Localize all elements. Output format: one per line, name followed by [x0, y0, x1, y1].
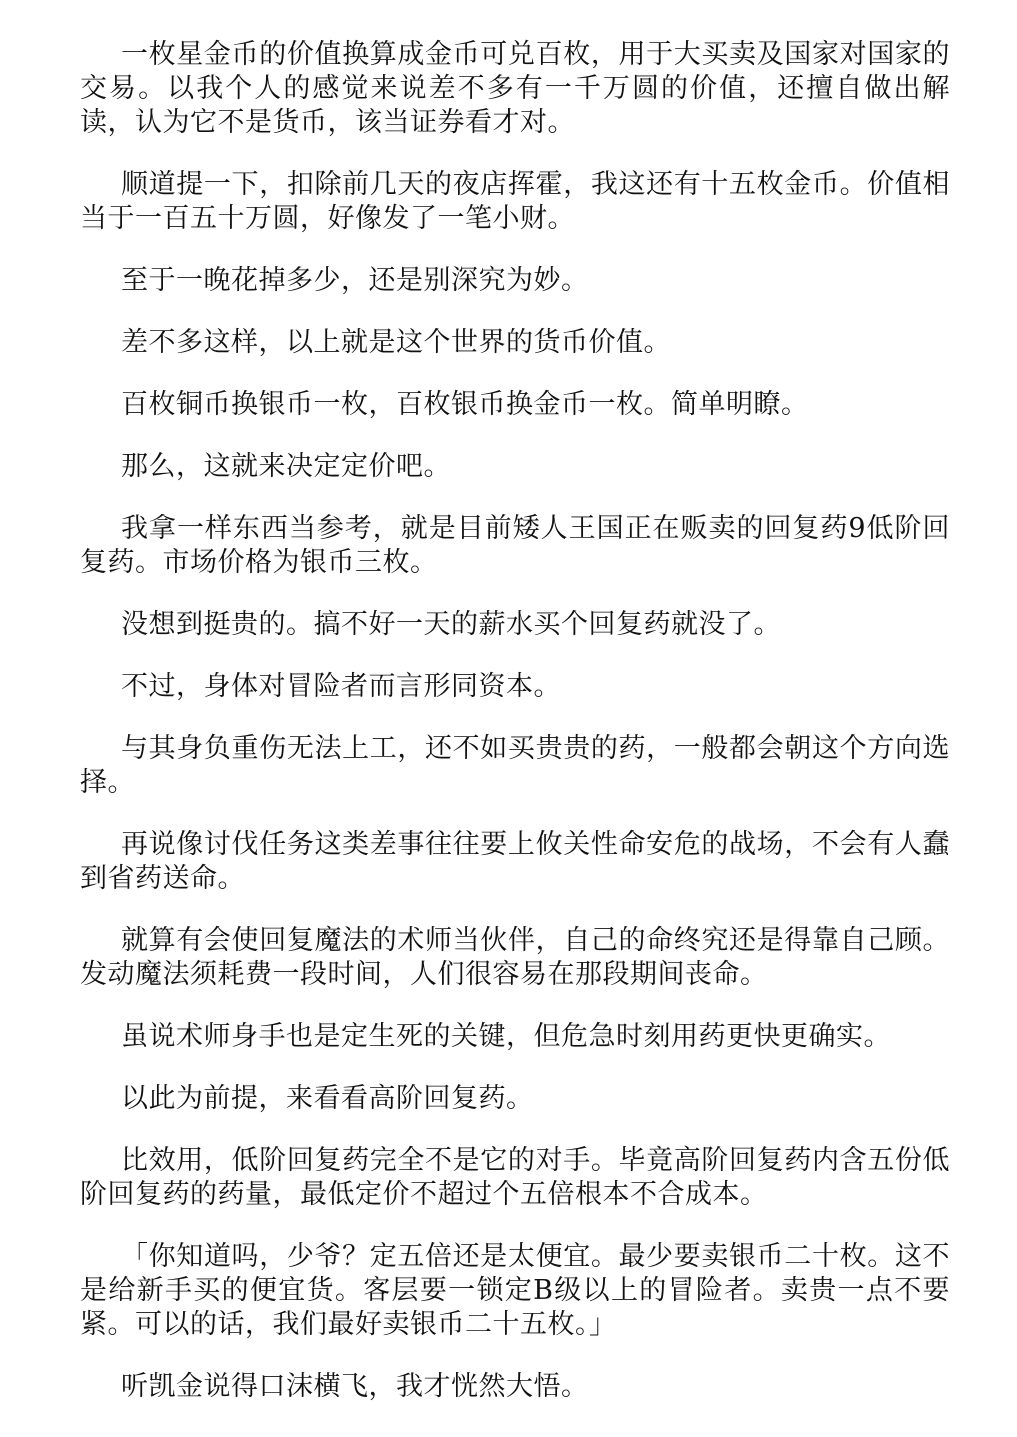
paragraph-12: 就算有会使回复魔法的术师当伙伴，自己的命终究还是得靠自己顾。发动魔法须耗费一段时间，人们很容易在那段期间丧命。 — [80, 925, 950, 990]
paragraph-8: 没想到挺贵的。搞不好一天的薪水买个回复药就没了。 — [121, 609, 781, 640]
paragraph-6: 那么，这就来决定定价吧。 — [121, 451, 451, 482]
paragraph-7: 我拿一样东西当参考，就是目前矮人王国正在贩卖的回复药9低阶回复药。市场价格为银币三枚。 — [80, 513, 950, 578]
paragraph-9: 不过，身体对冒险者而言形同资本。 — [121, 671, 561, 702]
paragraph-2: 顺道提一下，扣除前几天的夜店挥霍，我这还有十五枚金币。价值相当于一百五十万圆，好像发了一笔小财。 — [80, 169, 950, 234]
paragraph-15: 比效用，低阶回复药完全不是它的对手。毕竟高阶回复药内含五份低阶回复药的药量，最低定价不超过个五倍根本不合成本。 — [80, 1145, 950, 1210]
paragraph-1: 一枚星金币的价值换算成金币可兑百枚，用于大买卖及国家对国家的交易。以我个人的感觉来说差不多有一千万圆的价值，还擅自做出解读，认为它不是货币，该当证券看才对。 — [80, 39, 950, 138]
paragraph-4: 差不多这样，以上就是这个世界的货币价值。 — [121, 327, 671, 358]
paragraph-11: 再说像讨伐任务这类差事往往要上攸关性命安危的战场，不会有人蠢到省药送命。 — [80, 829, 950, 894]
paragraph-10: 与其身负重伤无法上工，还不如买贵贵的药，一般都会朝这个方向选择。 — [80, 733, 950, 798]
document-page — [80, 38, 950, 1432]
paragraph-16: 「你知道吗，少爷？定五倍还是太便宜。最少要卖银币二十枚。这不是给新手买的便宜货。客层要一锁定B级以上的冒险者。卖贵一点不要紧。可以的话，我们最好卖银币二十五枚。」 — [80, 1241, 950, 1340]
paragraph-14: 以此为前提，来看看高阶回复药。 — [121, 1083, 534, 1114]
paragraph-13: 虽说术师身手也是定生死的关键，但危急时刻用药更快更确实。 — [121, 1021, 891, 1052]
paragraph-5: 百枚铜币换银币一枚，百枚银币换金币一枚。简单明瞭。 — [121, 389, 809, 420]
paragraph-17: 听凯金说得口沫横飞，我才恍然大悟。 — [121, 1371, 589, 1402]
paragraph-3: 至于一晚花掉多少，还是别深究为妙。 — [121, 265, 589, 296]
